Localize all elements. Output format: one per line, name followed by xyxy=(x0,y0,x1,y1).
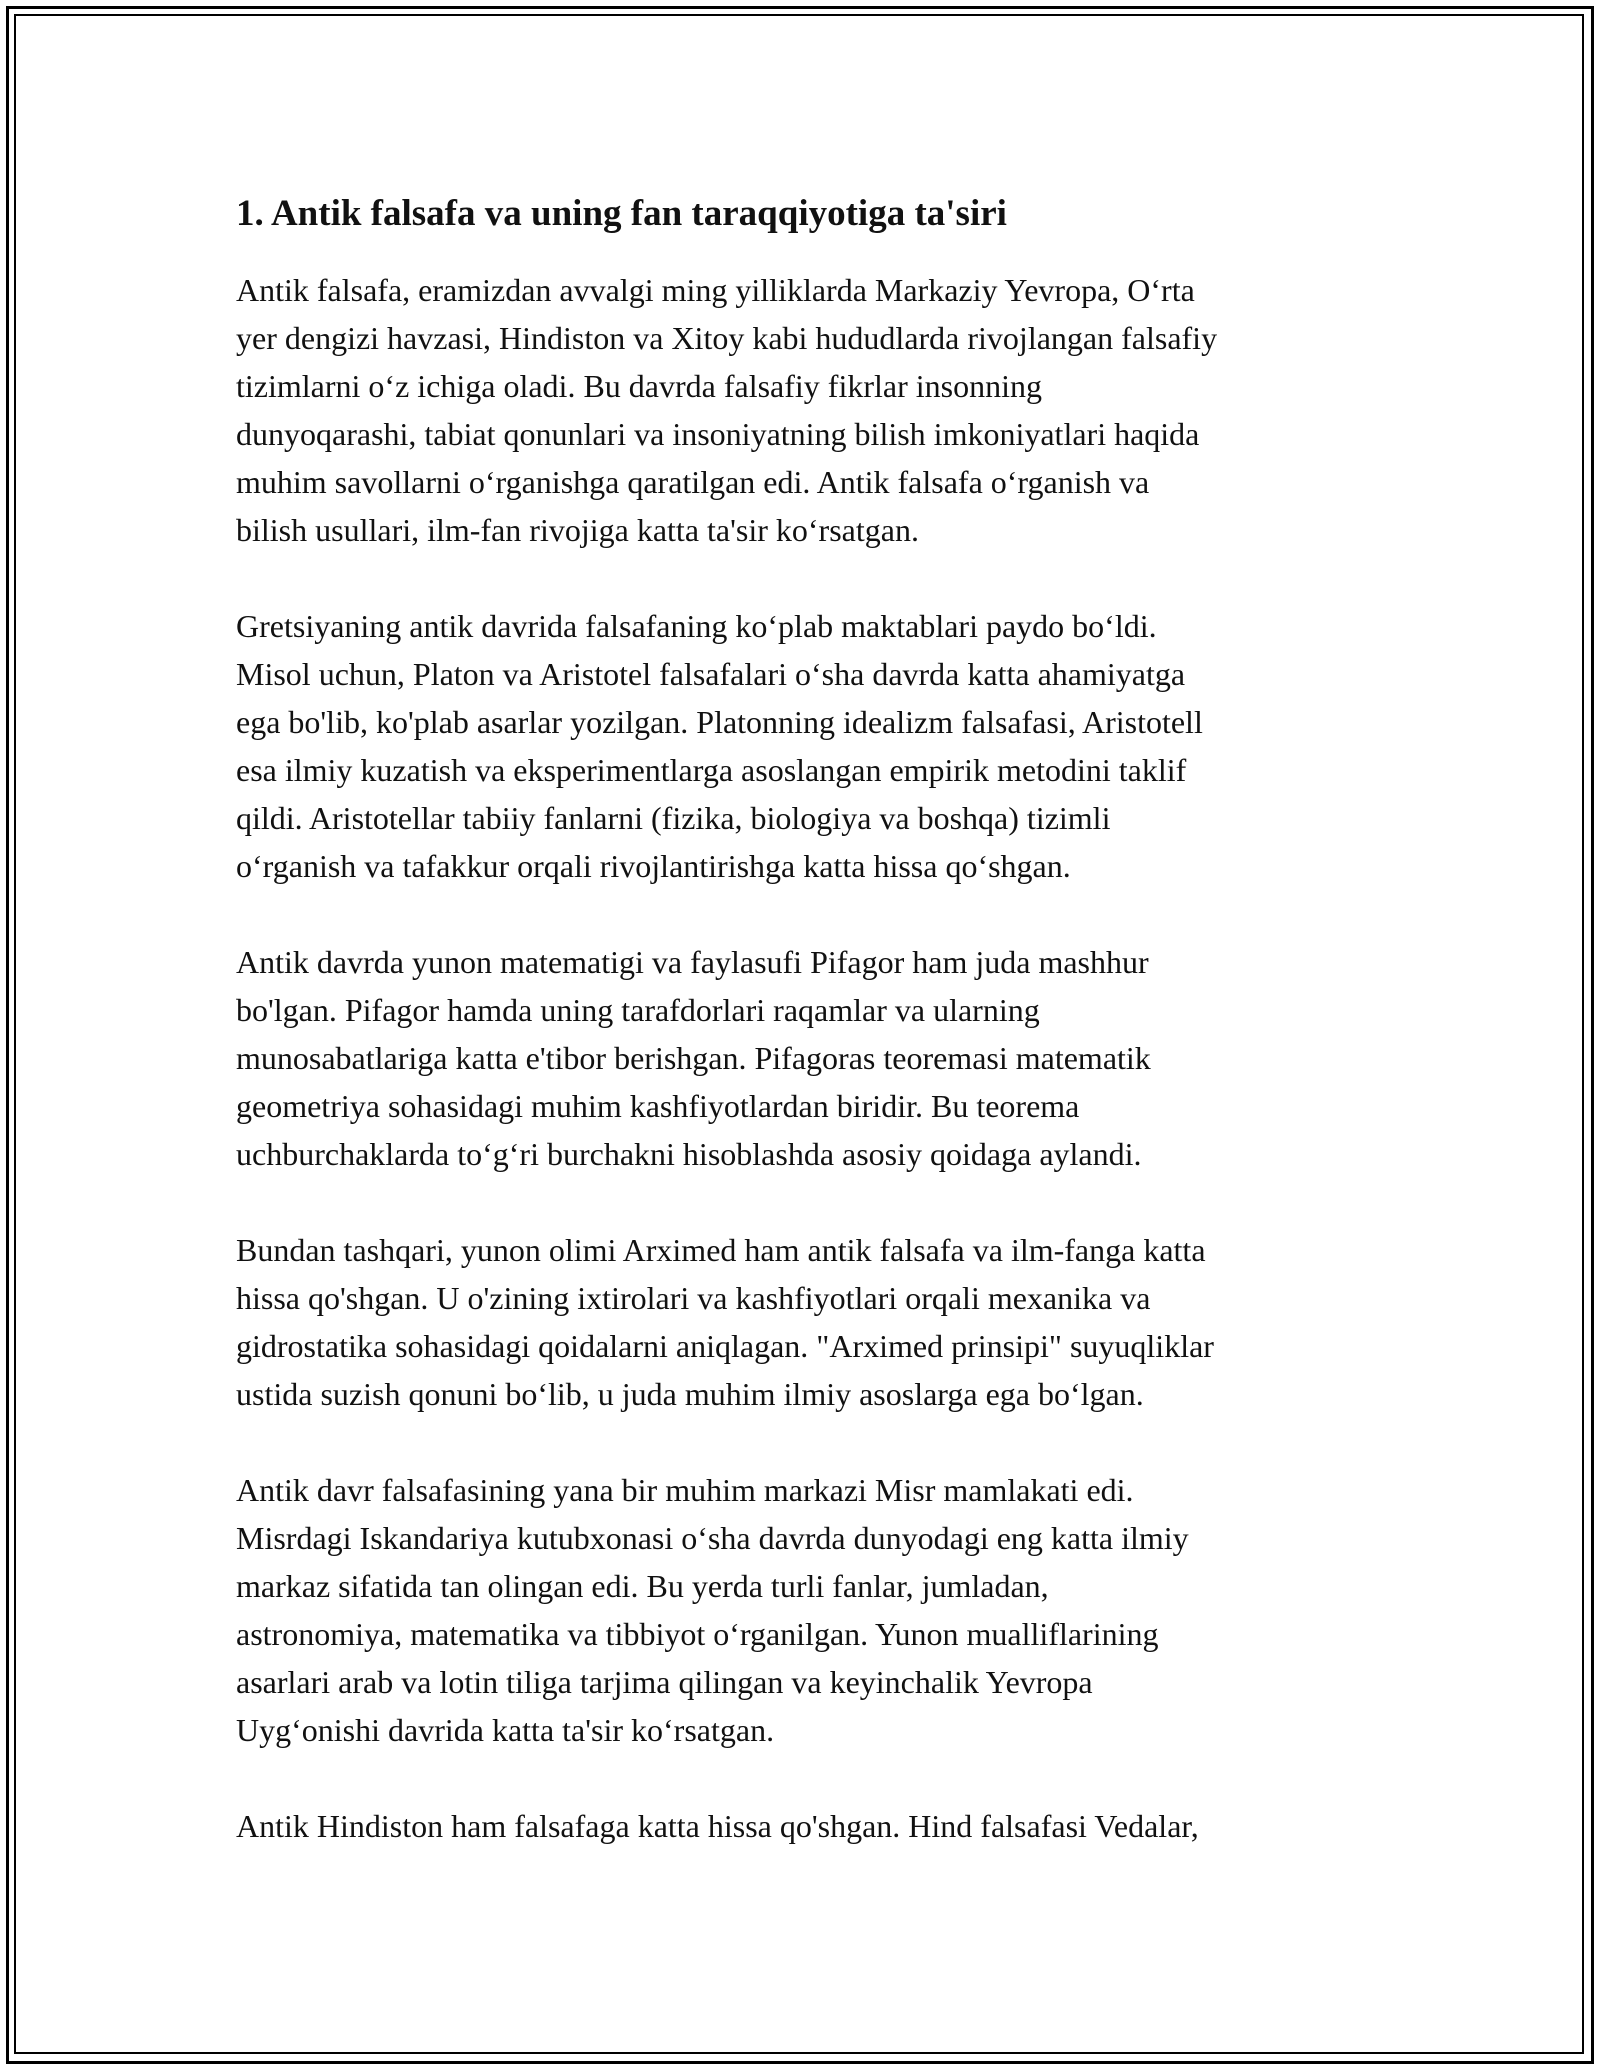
paragraph-line: ega bo'lib, ko'plab asarlar yozilgan. Platonning idealizm falsafasi, Aristotell xyxy=(236,704,1203,740)
document-body xyxy=(236,186,1386,1898)
paragraph-line: qildi. Aristotellar tabiiy fanlarni (fizika, biologiya va boshqa) tizimli xyxy=(236,800,1111,836)
paragraph-6 xyxy=(236,1802,1386,1850)
paragraph-2 xyxy=(236,602,1386,890)
section-heading: 1. Antik falsafa va uning fan taraqqiyotiga ta'siri xyxy=(236,193,1007,234)
paragraph-line: dunyoqarashi, tabiat qonunlari va insoniyatning bilish imkoniyatlari haqida xyxy=(236,416,1200,452)
paragraph-line: Misrdagi Iskandariya kutubxonasi o‘sha davrda dunyodagi eng katta ilmiy xyxy=(236,1520,1189,1556)
paragraph-line: Misol uchun, Platon va Aristotel falsafalari o‘sha davrda katta ahamiyatga xyxy=(236,656,1186,692)
paragraph-line: Gretsiyaning antik davrida falsafaning ko‘plab maktablari paydo bo‘ldi. xyxy=(236,608,1157,644)
paragraph-line: Antik davrda yunon matematigi va faylasufi Pifagor ham juda mashhur xyxy=(236,944,1149,980)
paragraph-line: muhim savollarni o‘rganishga qaratilgan edi. Antik falsafa o‘rganish va xyxy=(236,464,1150,500)
paragraph-line: tizimlarni o‘z ichiga oladi. Bu davrda falsafiy fikrlar insonning xyxy=(236,368,1042,404)
paragraph-line: astronomiya, matematika va tibbiyot o‘rganilgan. Yunon mualliflarining xyxy=(236,1616,1159,1652)
paragraph-line: uchburchaklarda to‘g‘ri burchakni hisoblashda asosiy qoidaga aylandi. xyxy=(236,1136,1142,1172)
paragraph-line: asarlari arab va lotin tiliga tarjima qilingan va keyinchalik Yevropa xyxy=(236,1664,1093,1700)
paragraph-line: bilish usullari, ilm-fan rivojiga katta ta'sir ko‘rsatgan. xyxy=(236,512,919,548)
paragraph-line: yer dengizi havzasi, Hindiston va Xitoy kabi hududlarda rivojlangan falsafiy xyxy=(236,320,1218,356)
paragraph-4 xyxy=(236,1226,1386,1418)
paragraph-5 xyxy=(236,1466,1386,1754)
paragraph-line: gidrostatika sohasidagi qoidalarni aniqlagan. "Arximed prinsipi" suyuqliklar xyxy=(236,1328,1214,1364)
paragraph-line: geometriya sohasidagi muhim kashfiyotlardan biridir. Bu teorema xyxy=(236,1088,1080,1124)
paragraph-line: Antik davr falsafasining yana bir muhim markazi Misr mamlakati edi. xyxy=(236,1472,1134,1508)
paragraph-line: bo'lgan. Pifagor hamda uning tarafdorlari raqamlar va ularning xyxy=(236,992,1040,1028)
paragraph-line: markaz sifatida tan olingan edi. Bu yerda turli fanlar, jumladan, xyxy=(236,1568,1049,1604)
paragraph-line: munosabatlariga katta e'tibor berishgan. Pifagoras teoremasi matematik xyxy=(236,1040,1151,1076)
paragraph-line: Antik Hindiston ham falsafaga katta hissa qo'shgan. Hind falsafasi Vedalar, xyxy=(236,1808,1199,1844)
paragraph-line: o‘rganish va tafakkur orqali rivojlantirishga katta hissa qo‘shgan. xyxy=(236,848,1071,884)
paragraph-line: hissa qo'shgan. U o'zining ixtirolari va kashfiyotlari orqali mexanika va xyxy=(236,1280,1151,1316)
paragraph-1 xyxy=(236,266,1386,554)
paragraph-line: Bundan tashqari, yunon olimi Arximed ham antik falsafa va ilm-fanga katta xyxy=(236,1232,1206,1268)
paragraph-3 xyxy=(236,938,1386,1178)
paragraph-line: esa ilmiy kuzatish va eksperimentlarga asoslangan empirik metodini taklif xyxy=(236,752,1187,788)
paragraph-line: Uyg‘onishi davrida katta ta'sir ko‘rsatgan. xyxy=(236,1712,775,1748)
paragraph-line: ustida suzish qonuni bo‘lib, u juda muhim ilmiy asoslarga ega bo‘lgan. xyxy=(236,1376,1144,1412)
paragraph-line: Antik falsafa, eramizdan avvalgi ming yilliklarda Markaziy Yevropa, O‘rta xyxy=(236,272,1195,308)
